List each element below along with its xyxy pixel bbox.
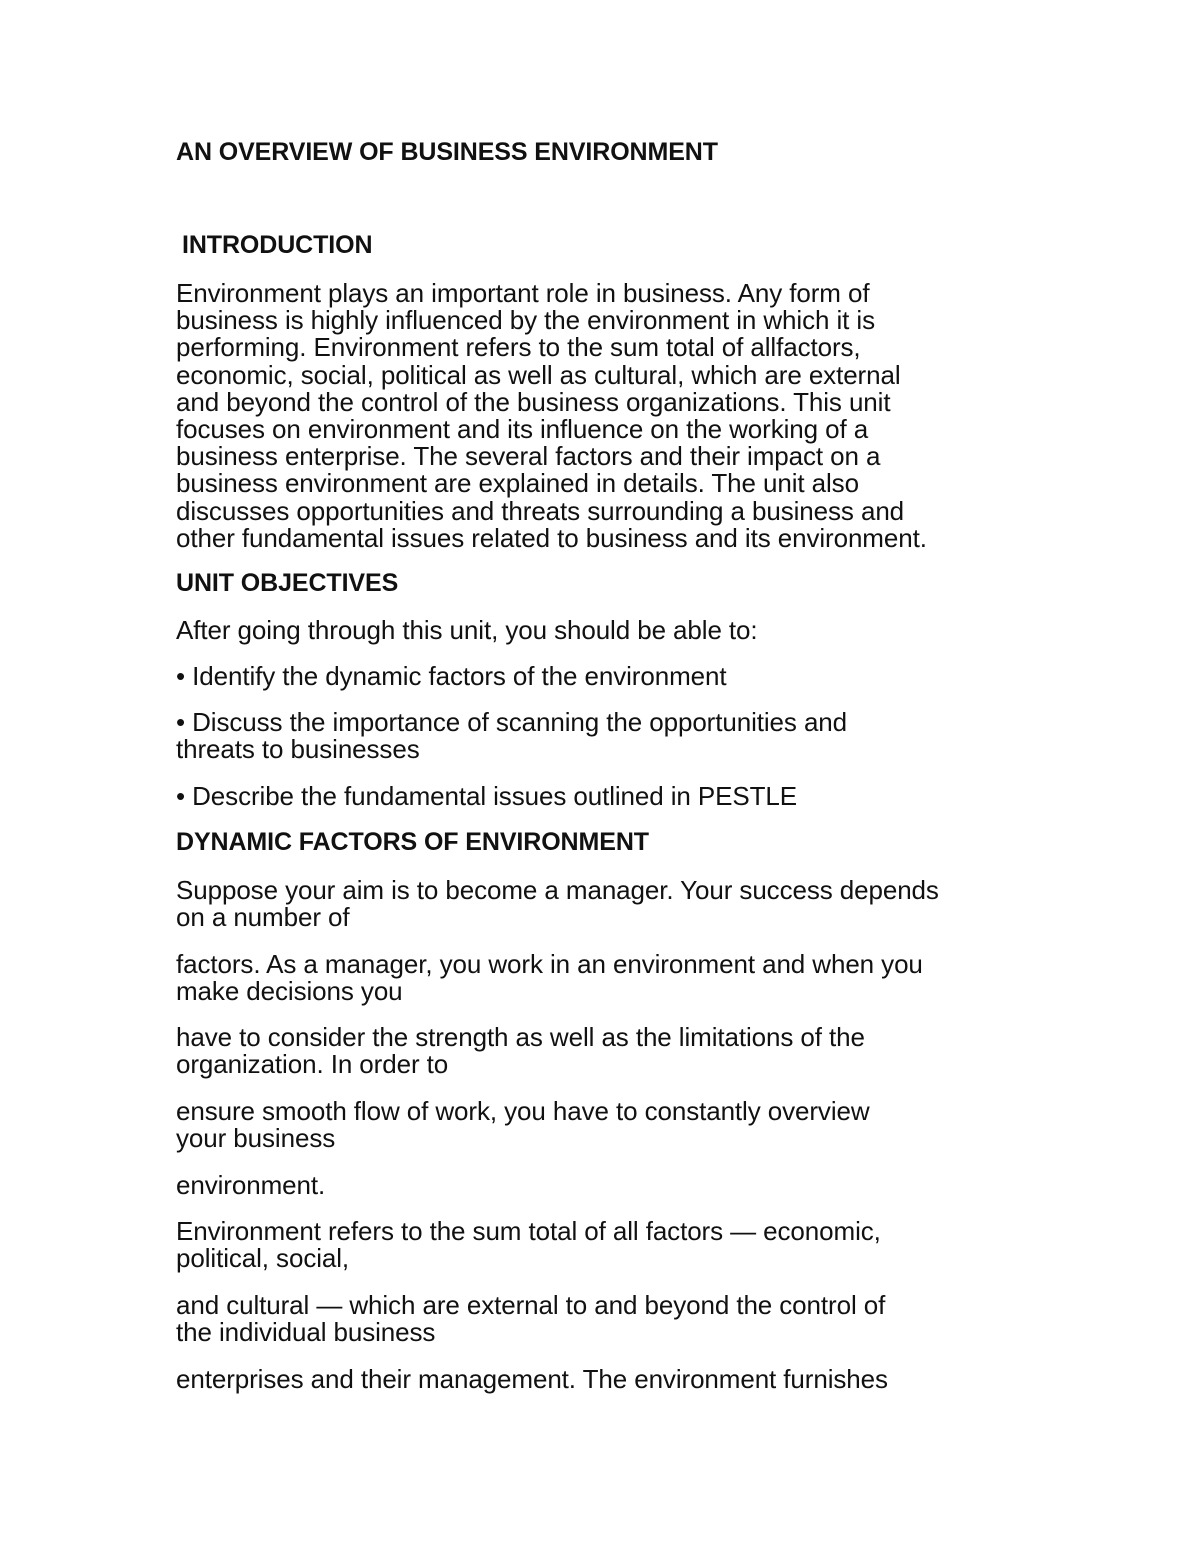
paragraph-line: discusses opportunities and threats surrounding a business and: [176, 495, 905, 526]
paragraph-line: have to consider the strength as well as the limitations of the: [176, 1022, 865, 1052]
paragraph-line: business environment are explained in details. The unit also: [176, 468, 859, 499]
objective-item-3: • Describe the fundamental issues outlined in PESTLE: [176, 781, 798, 811]
objective-item-1: • Identify the dynamic factors of the environment: [176, 661, 727, 691]
dynamic-paragraph: [176, 1172, 1036, 1199]
paragraph-line: environment.: [176, 1170, 326, 1200]
dynamic-paragraph: [176, 877, 1036, 931]
paragraph-line: political, social,: [176, 1243, 350, 1274]
paragraph-line: your business: [176, 1123, 336, 1154]
paragraph-line: make decisions you: [176, 976, 403, 1007]
dynamic-paragraph: [176, 1366, 1036, 1393]
paragraph-line: on a number of: [176, 902, 350, 933]
dynamic-paragraph: [176, 1218, 1036, 1272]
paragraph-line: other fundamental issues related to business and its environment.: [176, 522, 927, 553]
objective-item-2: [176, 709, 1036, 763]
dynamic-paragraph: [176, 1024, 1036, 1078]
objective-line: • Discuss the importance of scanning the opportunities and: [176, 707, 848, 737]
document-title: AN OVERVIEW OF BUSINESS ENVIRONMENT: [176, 138, 718, 166]
paragraph-line: Suppose your aim is to become a manager. Your success depends: [176, 875, 939, 905]
paragraph-line: factors. As a manager, you work in an environment and when you: [176, 949, 923, 979]
paragraph-line: business enterprise. The several factors and their impact on a: [176, 441, 881, 472]
paragraph-line: business is highly influenced by the environment in which it is: [176, 305, 875, 336]
paragraph-line: enterprises and their management. The environment furnishes: [176, 1364, 888, 1394]
dynamic-factors-heading: DYNAMIC FACTORS OF ENVIRONMENT: [176, 828, 649, 856]
paragraph-line: ensure smooth flow of work, you have to constantly overview: [176, 1096, 870, 1126]
paragraph-line: the individual business: [176, 1317, 436, 1348]
paragraph-line: organization. In order to: [176, 1049, 449, 1080]
introduction-paragraph: [176, 280, 1036, 552]
unit-objectives-heading: UNIT OBJECTIVES: [176, 569, 399, 597]
paragraph-line: performing. Environment refers to the sum total of allfactors,: [176, 332, 861, 363]
dynamic-paragraph: [176, 1098, 1036, 1152]
paragraph-line: and beyond the control of the business organizations. This unit: [176, 386, 891, 417]
paragraph-line: focuses on environment and its influence on the working of a: [176, 414, 869, 445]
dynamic-paragraph: [176, 951, 1036, 1005]
dynamic-paragraph: [176, 1292, 1036, 1346]
objectives-intro: After going through this unit, you should be able to:: [176, 615, 758, 645]
introduction-heading: INTRODUCTION: [182, 231, 373, 259]
objective-line: threats to businesses: [176, 734, 420, 765]
paragraph-line: Environment refers to the sum total of all factors — economic,: [176, 1216, 881, 1246]
paragraph-line: and cultural — which are external to and beyond the control of: [176, 1290, 886, 1320]
paragraph-line: economic, social, political as well as cultural, which are external: [176, 359, 901, 390]
paragraph-line: Environment plays an important role in business. Any form of: [176, 278, 870, 308]
